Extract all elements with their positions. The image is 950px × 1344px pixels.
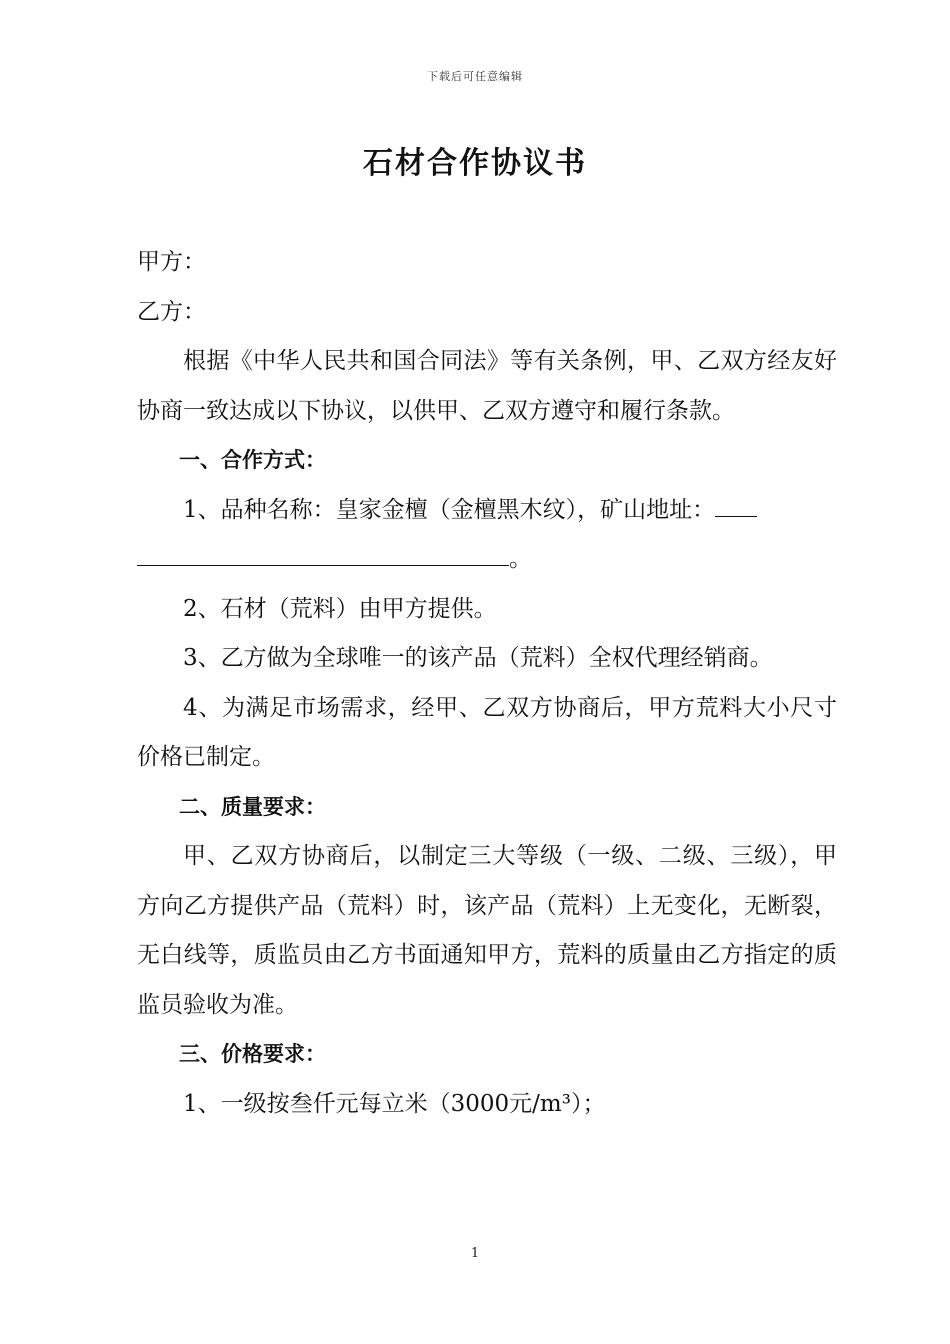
section1-item1-text: 1、品种名称：皇家金檀（金檀黑木纹），矿山地址：: [183, 496, 716, 523]
address-blank-start: [715, 496, 757, 517]
section1-heading: 一、合作方式：: [179, 448, 326, 472]
section2-body: 甲、乙双方协商后，以制定三大等级（一级、二级、三级），甲方向乙方提供产品（荒料）时，该产品（荒料）上无变化，无断裂，无白线等，质监员由乙方书面通知甲方，荒料的质量由乙方指定的质监员验收为准。: [137, 843, 837, 1018]
section1-item4: 4、为满足市场需求，经甲、乙双方协商后，甲方荒料大小尺寸价格已制定。: [137, 694, 837, 770]
section1-item1: [137, 486, 837, 585]
section3-item1: 1、一级按叁仟元每立米（3000元/m³）；: [183, 1090, 606, 1117]
intro-paragraph: 根据《中华人民共和国合同法》等有关条例，甲、乙双方经友好协商一致达成以下协议，以供甲、乙双方遵守和履行条款。: [137, 348, 837, 424]
address-blank-continued: [137, 545, 509, 566]
section1-item2: 2、石材（荒料）由甲方提供。: [183, 595, 497, 622]
section1-item1-end: 。: [509, 546, 532, 572]
header-note: 下载后可任意编辑: [427, 70, 523, 83]
section2-heading: 二、质量要求：: [179, 794, 326, 819]
party-b-line: 乙方：: [137, 298, 206, 325]
party-a-line: 甲方：: [137, 249, 206, 275]
page-number: 1: [470, 1246, 480, 1261]
section3-heading: 三、价格要求：: [179, 1042, 326, 1066]
document-title: 石材合作协议书: [363, 146, 587, 181]
document-body: [137, 238, 837, 1129]
section1-item3: 3、乙方做为全球唯一的该产品（荒料）全权代理经销商。: [183, 645, 773, 671]
